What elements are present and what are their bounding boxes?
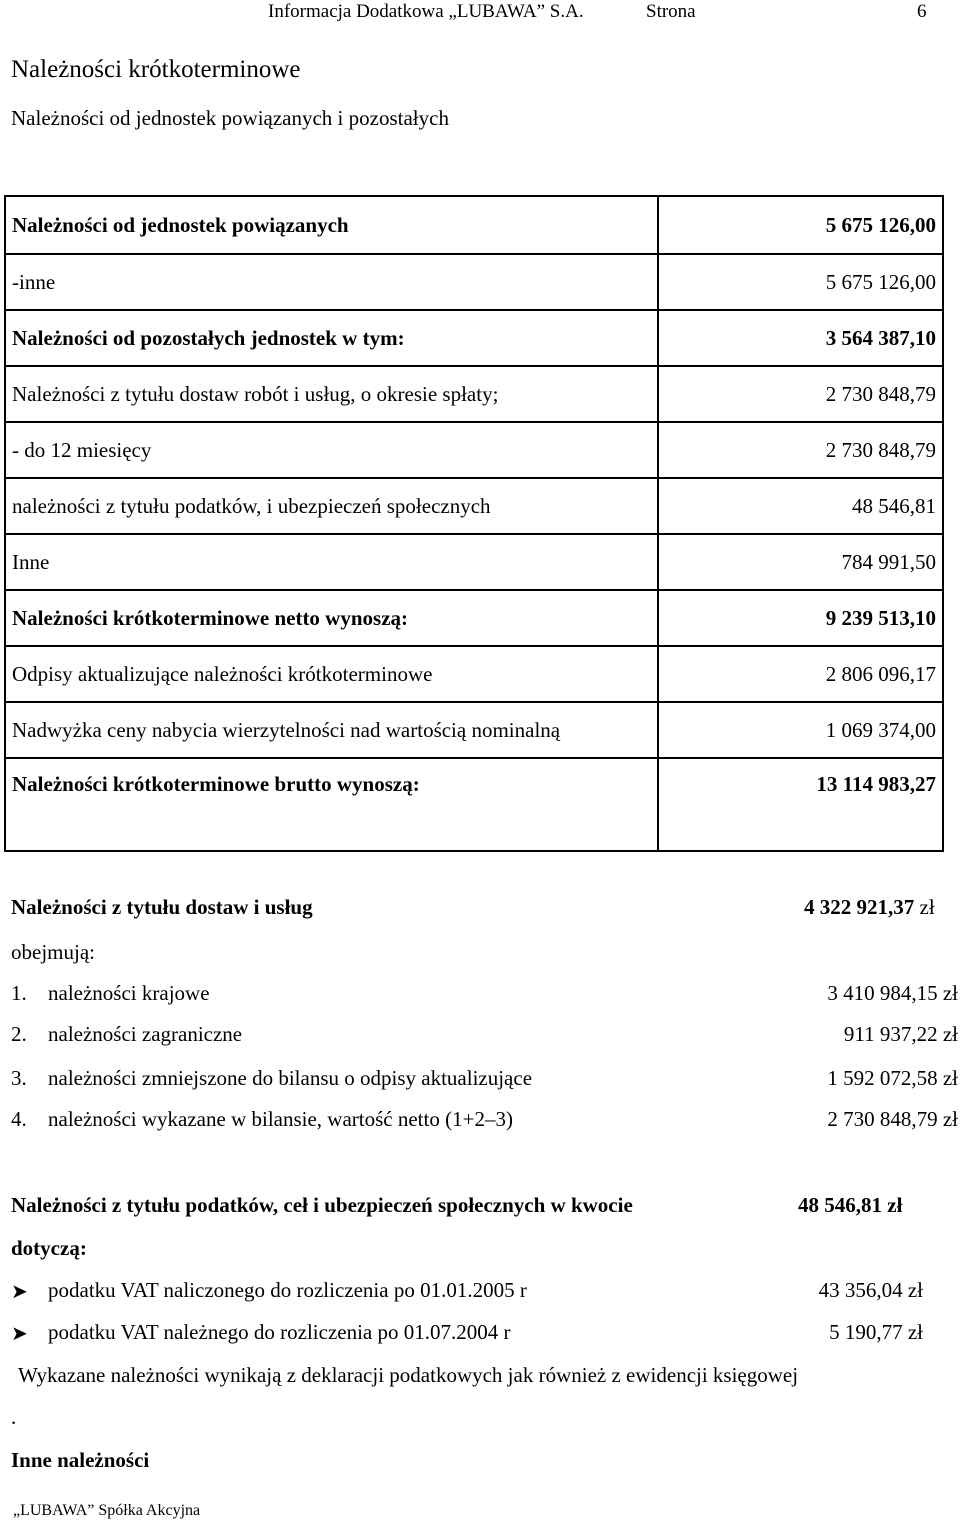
- trade-item-label: należności wykazane w bilansie, wartość netto (1+2–3): [48, 1107, 513, 1131]
- trade-item-number: 3.: [11, 1066, 27, 1090]
- row-label: Należności krótkoterminowe brutto wynoszą:: [5, 758, 658, 851]
- row-label: Należności z tytułu dostaw robót i usług, o okresie spłaty;: [5, 366, 658, 422]
- row-label: Należności od jednostek powiązanych: [5, 196, 658, 254]
- footer-company: „LUBAWA” Spółka Akcyjna: [13, 1502, 201, 1519]
- arrow-bullet-icon: ➤: [11, 1323, 28, 1345]
- row-value: 784 991,50: [658, 534, 943, 590]
- header-page-label: Strona: [646, 1, 696, 22]
- trade-item-amount: 911 937,22 zł: [843, 1022, 958, 1046]
- row-label: Odpisy aktualizujące należności krótkoterminowe: [5, 646, 658, 702]
- tax-receivables-amount: 48 546,81 zł: [798, 1193, 903, 1217]
- table-row: [5, 422, 943, 478]
- table-row: [5, 478, 943, 534]
- table-row: [5, 702, 943, 758]
- tax-note: Wykazane należności wynikają z deklaracji podatkowych jak również z ewidencji księgowej: [18, 1363, 799, 1387]
- row-value: 2 730 848,79: [658, 422, 943, 478]
- arrow-bullet-icon: ➤: [11, 1281, 28, 1303]
- trade-item-amount: 1 592 072,58 zł: [827, 1066, 958, 1090]
- tax-item-label: podatku VAT należnego do rozliczenia po 01.07.2004 r: [48, 1320, 511, 1344]
- page-title: Należności krótkoterminowe: [11, 56, 301, 83]
- trade-item-amount: 2 730 848,79 zł: [827, 1107, 958, 1131]
- header-title: Informacja Dodatkowa „LUBAWA” S.A.: [268, 1, 584, 22]
- table-row: [5, 310, 943, 366]
- trade-item-amount: 3 410 984,15 zł: [827, 981, 958, 1005]
- row-value: 48 546,81: [658, 478, 943, 534]
- table-row: [5, 196, 943, 254]
- table-row: [5, 254, 943, 310]
- trade-receivables-title: Należności z tytułu dostaw i usług: [11, 895, 313, 919]
- row-value: 9 239 513,10: [658, 590, 943, 646]
- table-row: [5, 758, 943, 851]
- trade-receivables-amount: [804, 895, 935, 920]
- row-value: 2 806 096,17: [658, 646, 943, 702]
- tax-note-end: .: [11, 1405, 17, 1429]
- tax-item-label: podatku VAT naliczonego do rozliczenia po 01.01.2005 r: [48, 1278, 527, 1302]
- row-label: - do 12 miesięcy: [5, 422, 658, 478]
- row-label: należności z tytułu podatków, i ubezpieczeń społecznych: [5, 478, 658, 534]
- receivables-table: [4, 195, 944, 852]
- row-label: Należności krótkoterminowe netto wynoszą:: [5, 590, 658, 646]
- page-subtitle: Należności od jednostek powiązanych i pozostałych: [11, 106, 449, 130]
- table-row: [5, 366, 943, 422]
- other-receivables-title: Inne należności: [11, 1448, 150, 1472]
- row-value: 5 675 126,00: [658, 196, 943, 254]
- trade-item-number: 2.: [11, 1022, 27, 1046]
- table-row: [5, 590, 943, 646]
- row-value: 1 069 374,00: [658, 702, 943, 758]
- header-page-number: 6: [917, 1, 927, 22]
- trade-item-number: 4.: [11, 1107, 27, 1131]
- trade-item-label: należności zagraniczne: [48, 1022, 243, 1046]
- row-label: Nadwyżka ceny nabycia wierzytelności nad wartością nominalną: [5, 702, 658, 758]
- row-label: -inne: [5, 254, 658, 310]
- tax-receivables-title: Należności z tytułu podatków, ceł i ubezpieczeń społecznych w kwocie: [11, 1193, 633, 1217]
- row-value: 13 114 983,27: [658, 758, 943, 851]
- row-value: 5 675 126,00: [658, 254, 943, 310]
- tax-item-amount: 43 356,04 zł: [818, 1278, 923, 1302]
- tax-item-amount: 5 190,77 zł: [829, 1320, 923, 1344]
- trade-item-label: należności krajowe: [48, 981, 210, 1005]
- trade-item-number: 1.: [11, 981, 27, 1005]
- table-row: [5, 646, 943, 702]
- row-label: Inne: [5, 534, 658, 590]
- tax-concerns-label: dotyczą:: [11, 1236, 87, 1260]
- trade-amount-value: 4 322 921,37: [804, 895, 915, 919]
- row-label: Należności od pozostałych jednostek w tym:: [5, 310, 658, 366]
- row-value: 2 730 848,79: [658, 366, 943, 422]
- row-value: 3 564 387,10: [658, 310, 943, 366]
- table-row: [5, 534, 943, 590]
- trade-includes-label: obejmują:: [11, 940, 95, 964]
- trade-amount-currency: zł: [919, 895, 935, 919]
- trade-item-label: należności zmniejszone do bilansu o odpisy aktualizujące: [48, 1066, 533, 1090]
